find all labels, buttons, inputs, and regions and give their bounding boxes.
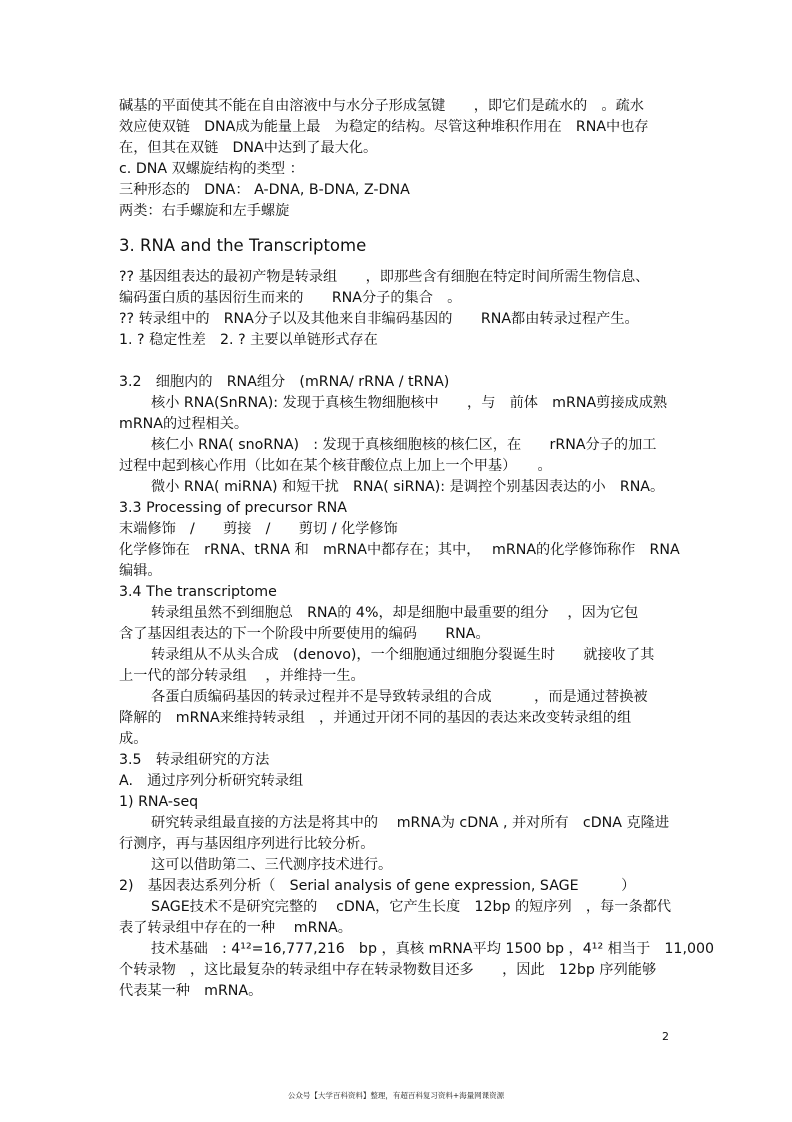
body-line: 两类：右手螺旋和左手螺旋 <box>119 203 290 219</box>
body-line: 效应使双链 DNA成为能量上最 为稳定的结构。尽管这种堆积作用在 RNA中也存 <box>119 119 649 135</box>
body-line: 核小 RNA(SnRNA): 发现于真核生物细胞核中 ，与 前体 mRNA剪接成成熟 <box>151 395 668 411</box>
body-line: 3.5 转录组研究的方法 <box>119 752 270 768</box>
body-line: 技术基础 : 4¹²=16,777,216 bp ，真核 mRNA平均 1500 bp ，4¹² 相当于 11,000 <box>151 941 715 957</box>
body-line: 转录组从不从头合成 (denovo)，一个细胞通过细胞分裂诞生时 就接收了其 <box>151 647 655 663</box>
body-line: 核仁小 RNA( snoRNA) : 发现于真核细胞核的核仁区，在 rRNA分子的加工 <box>151 437 657 453</box>
body-line: 1) RNA-seq <box>119 794 199 810</box>
blank-line <box>119 351 679 372</box>
document-body <box>119 96 715 1002</box>
body-line: mRNA的过程相关。 <box>119 416 249 432</box>
body-line: 末端修饰 / 剪接 / 剪切 / 化学修饰 <box>119 521 398 537</box>
body-line: 这可以借助第二、三代测序技术进行。 <box>151 857 393 873</box>
body-line: 编码蛋白质的基因衍生而来的 RNA分子的集合 。 <box>119 290 462 306</box>
body-line: A. 通过序列分析研究转录组 <box>119 773 304 789</box>
body-line: 成。 <box>119 731 148 747</box>
body-line: 2) 基因表达系列分析（ Serial analysis of gene expression, SAGE ） <box>119 878 636 894</box>
page-number: 2 <box>662 1030 669 1043</box>
body-line: 在，但其在双链 DNA中达到了最大化。 <box>119 140 378 156</box>
body-line: 降解的 mRNA来维持转录组 ，并通过开闭不同的基因的表达来改变转录组的组 <box>119 710 632 726</box>
body-line: c. DNA 双螺旋结构的类型 ： <box>119 161 304 177</box>
body-line: 上一代的部分转录组 ，并维持一生。 <box>119 668 365 684</box>
body-line: 碱基的平面使其不能在自由溶液中与水分子形成氢键 ，即它们是疏水的 。疏水 <box>119 98 644 114</box>
body-line: 微小 RNA( miRNA) 和短干扰 RNA( siRNA): 是调控个别基因表达的小 RNA。 <box>151 479 665 495</box>
page-footer: 公众号【大学百科资料】整理，有超百科复习资料+海量网课资源 <box>287 1091 505 1100</box>
body-line: 表了转录组中存在的一种 mRNA。 <box>119 920 352 936</box>
body-line: 化学修饰在 rRNA、tRNA 和 mRNA中都存在；其中， mRNA的化学修饰称作 RNA <box>119 542 680 558</box>
body-line: 含了基因组表达的下一个阶段中所要使用的编码 RNA。 <box>119 626 490 642</box>
body-line: 1. ? 稳定性差 2. ? 主要以单链形式存在 <box>119 332 378 348</box>
body-line: 过程中起到核心作用（比如在某个核苷酸位点上加上一个甲基） 。 <box>119 458 552 474</box>
body-line: 转录组虽然不到细胞总 RNA的 4%，却是细胞中最重要的组分 ，因为它包 <box>151 605 639 621</box>
body-line: 3.2 细胞内的 RNA组分 (mRNA/ rRNA / tRNA) <box>119 374 450 390</box>
body-line: 代表某一种 mRNA。 <box>119 983 263 999</box>
section-heading: 3. RNA and the Transcriptome <box>119 236 367 255</box>
body-line: 3.4 The transcriptome <box>119 584 277 600</box>
body-line: 个转录物 ，这比最复杂的转录组中存在转录物数目还多 ，因此 12bp 序列能够 <box>119 962 657 978</box>
body-line: 3.3 Processing of precursor RNA <box>119 500 347 516</box>
body-line: 研究转录组最直接的方法是将其中的 mRNA为 cDNA , 并对所有 cDNA 克隆进 <box>151 815 670 831</box>
body-line: 编辑。 <box>119 563 162 579</box>
body-line: SAGE技术不是研究完整的 cDNA，它产生长度 12bp 的短序列 ，每一条都代 <box>151 899 672 915</box>
body-line: ?? 基因组表达的最初产物是转录组 ，即那些含有细胞在特定时间所需生物信息、 <box>119 269 650 285</box>
body-line: 三种形态的 DNA： A-DNA, B-DNA, Z-DNA <box>119 182 410 198</box>
body-line: 行测序，再与基因组序列进行比较分析。 <box>119 836 375 852</box>
body-line: 各蛋白质编码基因的转录过程并不是导致转录组的合成 ，而是通过替换被 <box>151 689 648 705</box>
body-line: ?? 转录组中的 RNA分子以及其他来自非编码基因的 RNA都由转录过程产生。 <box>119 311 639 327</box>
